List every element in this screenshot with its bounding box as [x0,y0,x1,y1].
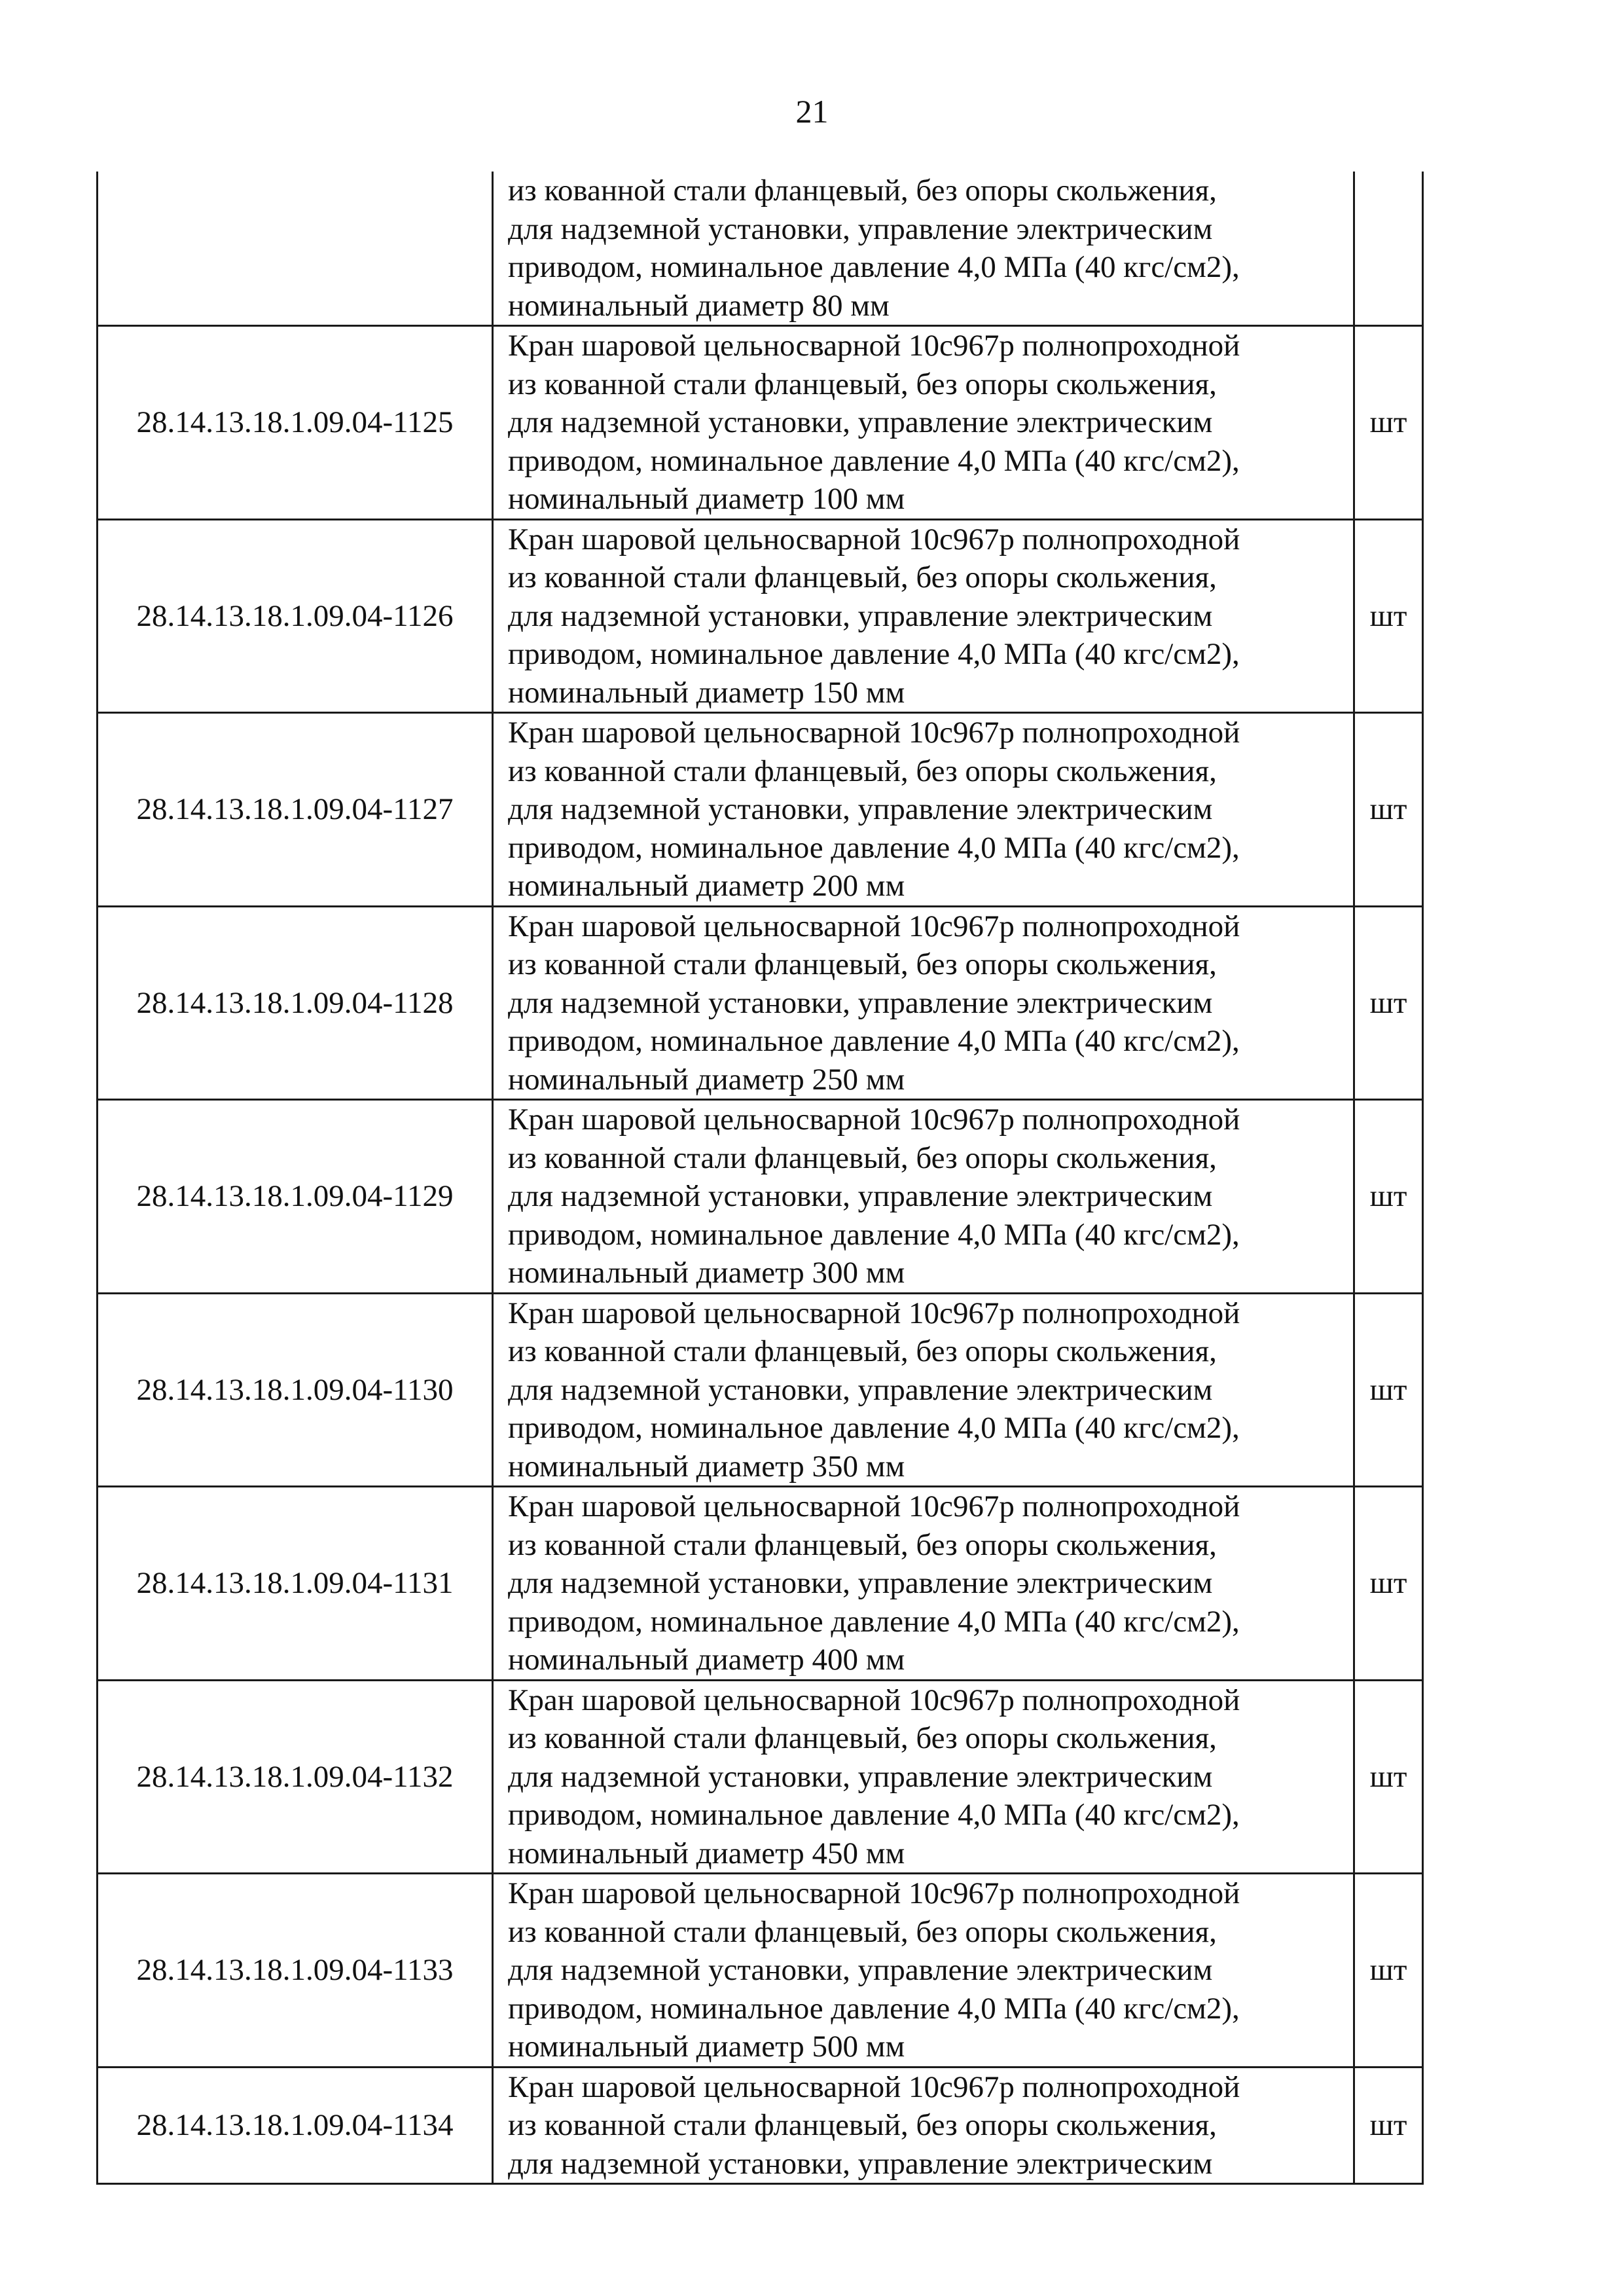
unit-cell: шт [1354,1293,1423,1487]
resource-code-cell: 28.14.13.18.1.09.04-1131 [98,1487,493,1681]
description-line: из кованной стали фланцевый, без опоры скольжения, [508,1334,1217,1368]
description-line: приводом, номинальное давление 4,0 МПа (40 кгс/см2), [508,1217,1240,1252]
description-line: Кран шаровой цельносварной 10с967р полнопроходной [508,909,1240,943]
description-line: приводом, номинальное давление 4,0 МПа (40 кгс/см2), [508,443,1240,478]
description-line: номинальный диаметр 200 мм [508,869,905,903]
description-line: приводом, номинальное давление 4,0 МПа (40 кгс/см2), [508,1604,1240,1639]
table-row [98,1100,1423,1294]
description-cell [493,519,1354,713]
description-line: из кованной стали фланцевый, без опоры скольжения, [508,173,1217,208]
resource-code-cell: 28.14.13.18.1.09.04-1125 [98,326,493,520]
description-line: приводом, номинальное давление 4,0 МПа (40 кгс/см2), [508,1798,1240,1832]
description-line: для надземной установки, управление электрическим [508,598,1213,633]
description-line: приводом, номинальное давление 4,0 МПа (40 кгс/см2), [508,1991,1240,2026]
description-line: номинальный диаметр 350 мм [508,1449,905,1484]
description-line: Кран шаровой цельносварной 10с967р полнопроходной [508,1296,1240,1330]
description-line: из кованной стали фланцевый, без опоры скольжения, [508,754,1217,788]
resource-code-cell: 28.14.13.18.1.09.04-1134 [98,2067,493,2184]
resource-code-cell: 28.14.13.18.1.09.04-1128 [98,906,493,1100]
description-cell [493,172,1354,326]
description-line: Кран шаровой цельносварной 10с967р полнопроходной [508,1876,1240,1910]
table-row [98,519,1423,713]
description-line: номинальный диаметр 500 мм [508,2030,905,2064]
description-line: из кованной стали фланцевый, без опоры скольжения, [508,1140,1217,1175]
description-line: Кран шаровой цельносварной 10с967р полнопроходной [508,1683,1240,1717]
description-line: приводом, номинальное давление 4,0 МПа (40 кгс/см2), [508,637,1240,671]
resource-code-cell: 28.14.13.18.1.09.04-1127 [98,713,493,907]
page-number: 21 [795,93,829,130]
resource-code-cell: 28.14.13.18.1.09.04-1129 [98,1100,493,1294]
resource-code-cell: 28.14.13.18.1.09.04-1132 [98,1680,493,1874]
description-cell [493,326,1354,520]
description-line: приводом, номинальное давление 4,0 МПа (40 кгс/см2), [508,250,1240,284]
description-cell [493,1874,1354,2068]
unit-cell: шт [1354,326,1423,520]
resource-code-cell [98,172,493,326]
unit-cell: шт [1354,1680,1423,1874]
description-line: номинальный диаметр 450 мм [508,1836,905,1870]
description-line: Кран шаровой цельносварной 10с967р полнопроходной [508,1489,1240,1523]
description-line: приводом, номинальное давление 4,0 МПа (40 кгс/см2), [508,1024,1240,1058]
table-row [98,1293,1423,1487]
description-cell [493,1487,1354,1681]
resource-code-cell: 28.14.13.18.1.09.04-1130 [98,1293,493,1487]
description-cell [493,2067,1354,2184]
description-line: для надземной установки, управление электрическим [508,1179,1213,1213]
table-row [98,713,1423,907]
description-line: номинальный диаметр 150 мм [508,675,905,710]
table-row [98,1487,1423,1681]
unit-cell: шт [1354,519,1423,713]
description-line: приводом, номинальное давление 4,0 МПа (40 кгс/см2), [508,1411,1240,1445]
description-line: Кран шаровой цельносварной 10с967р полнопроходной [508,522,1240,556]
description-line: для надземной установки, управление электрическим [508,2146,1213,2181]
description-line: номинальный диаметр 80 мм [508,288,890,323]
table-row-continuation [98,172,1423,326]
description-line: номинальный диаметр 100 мм [508,482,905,516]
description-line: для надземной установки, управление электрическим [508,1759,1213,1794]
description-line: для надземной установки, управление электрическим [508,1566,1213,1600]
table-row [98,1874,1423,2068]
table-body [98,172,1423,2184]
unit-cell: шт [1354,1874,1423,2068]
table-row [98,2067,1423,2184]
description-line: номинальный диаметр 250 мм [508,1062,905,1097]
description-cell [493,1680,1354,1874]
description-line: Кран шаровой цельносварной 10с967р полнопроходной [508,2069,1240,2104]
unit-cell: шт [1354,713,1423,907]
description-line: из кованной стали фланцевый, без опоры скольжения, [508,947,1217,981]
description-line: из кованной стали фланцевый, без опоры скольжения, [508,1914,1217,1949]
resource-code-cell: 28.14.13.18.1.09.04-1126 [98,519,493,713]
description-line: из кованной стали фланцевый, без опоры скольжения, [508,560,1217,594]
table-row [98,326,1423,520]
table-row [98,1680,1423,1874]
description-line: для надземной установки, управление электрическим [508,405,1213,439]
description-cell [493,713,1354,907]
description-line: из кованной стали фланцевый, без опоры скольжения, [508,367,1217,401]
table-row [98,906,1423,1100]
description-line: Кран шаровой цельносварной 10с967р полнопроходной [508,1102,1240,1137]
description-line: из кованной стали фланцевый, без опоры скольжения, [508,1527,1217,1562]
unit-cell: шт [1354,1487,1423,1681]
unit-cell: шт [1354,2067,1423,2184]
description-line: номинальный диаметр 400 мм [508,1643,905,1677]
description-line: номинальный диаметр 300 мм [508,1256,905,1290]
description-line: для надземной установки, управление электрическим [508,985,1213,1020]
resource-code-cell: 28.14.13.18.1.09.04-1133 [98,1874,493,2068]
unit-cell: шт [1354,906,1423,1100]
description-line: приводом, номинальное давление 4,0 МПа (40 кгс/см2), [508,830,1240,865]
price-table [96,172,1424,2185]
description-line: Кран шаровой цельносварной 10с967р полнопроходной [508,716,1240,750]
description-line: для надземной установки, управление электрическим [508,211,1213,246]
description-cell [493,1293,1354,1487]
description-cell [493,1100,1354,1294]
description-line: из кованной стали фланцевый, без опоры скольжения, [508,2108,1217,2142]
description-line: для надземной установки, управление электрическим [508,792,1213,826]
description-line: для надземной установки, управление электрическим [508,1372,1213,1407]
description-cell [493,906,1354,1100]
unit-cell: шт [1354,1100,1423,1294]
description-line: Кран шаровой цельносварной 10с967р полнопроходной [508,329,1240,363]
description-line: для надземной установки, управление электрическим [508,1953,1213,1987]
description-line: из кованной стали фланцевый, без опоры скольжения, [508,1721,1217,1755]
unit-cell [1354,172,1423,326]
